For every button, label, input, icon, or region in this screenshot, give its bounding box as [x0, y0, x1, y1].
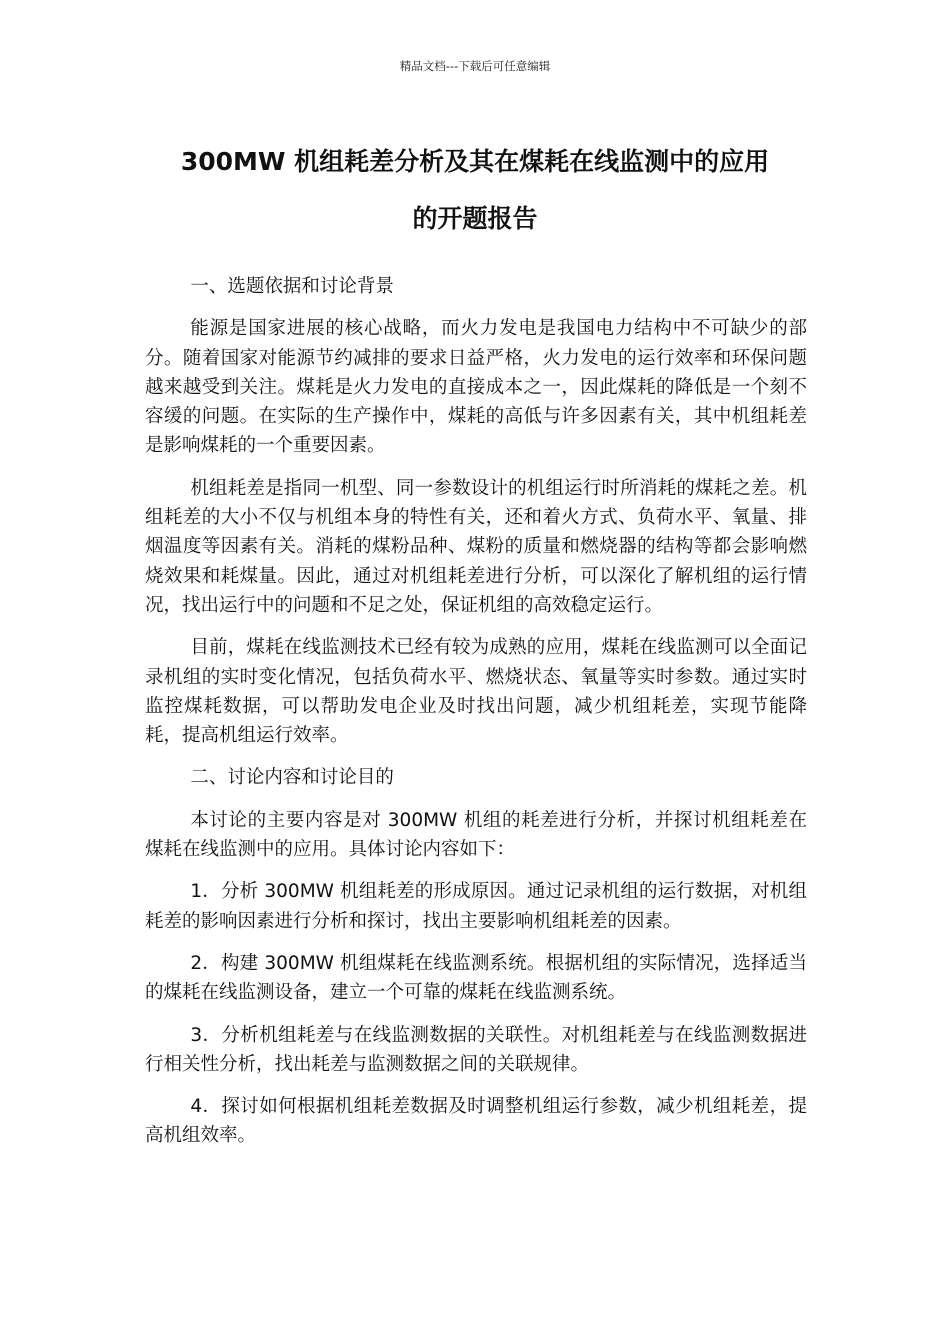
- paragraph-online-monitoring: 目前，煤耗在线监测技术已经有较为成熟的应用，煤耗在线监测可以全面记录机组的实时变化情况，包括负荷水平、燃烧状态、氧量等实时参数。通过实时监控煤耗数据，可以帮助发电企业及时找出问题，减少机组耗差，实现节能降耗，提高机组运行效率。: [145, 637, 807, 747]
- list-item-2: 2．构建 300MW 机组煤耗在线监测系统。根据机组的实际情况，选择适当的煤耗在线监测设备，建立一个可靠的煤耗在线监测系统。: [145, 952, 807, 1004]
- document-title: [110, 133, 840, 247]
- paragraph-energy: 能源是国家进展的核心战略，而火力发电是我国电力结构中不可缺少的部分。随着国家对能源节约减排的要求日益严格，火力发电的运行效率和环保问题越来越受到关注。煤耗是火力发电的直接成本之一，因此煤耗的降低是一个刻不容缓的问题。在实际的生产操作中，煤耗的高低与许多因素有关，其中机组耗差是影响煤耗的一个重要因素。: [145, 318, 807, 457]
- list-item-4: 4．探讨如何根据机组耗差数据及时调整机组运行参数，减少机组耗差，提高机组效率。: [145, 1096, 807, 1147]
- list-item-1: 1．分析 300MW 机组耗差的形成原因。通过记录机组的运行数据，对机组耗差的影响因素进行分析和探讨，找出主要影响机组耗差的因素。: [145, 881, 807, 932]
- document-body: [145, 272, 807, 1164]
- paragraph-main-content: 本讨论的主要内容是对 300MW 机组的耗差进行分析，并探讨机组耗差在煤耗在线监测中的应用。具体讨论内容如下：: [145, 809, 807, 861]
- section-heading-content: 二、讨论内容和讨论目的: [190, 767, 394, 789]
- page-header: 精品文档---下载后可任意编辑: [399, 59, 551, 73]
- title-line-2: 的开题报告: [412, 204, 538, 233]
- title-line-1: 300MW 机组耗差分析及其在煤耗在线监测中的应用: [180, 147, 770, 176]
- paragraph-unit-difference: 机组耗差是指同一机型、同一参数设计的机组运行时所消耗的煤耗之差。机组耗差的大小不仅与机组本身的特性有关，还和着火方式、负荷水平、氧量、排烟温度等因素有关。消耗的煤粉品种、煤粉的质量和燃烧器的结构等都会影响燃烧效果和耗煤量。因此，通过对机组耗差进行分析，可以深化了解机组的运行情况，找出运行中的问题和不足之处，保证机组的高效稳定运行。: [145, 477, 807, 616]
- section-heading-background: 一、选题依据和讨论背景: [190, 276, 394, 297]
- list-item-3: 3．分析机组耗差与在线监测数据的关联性。对机组耗差与在线监测数据进行相关性分析，找出耗差与监测数据之间的关联规律。: [145, 1024, 807, 1075]
